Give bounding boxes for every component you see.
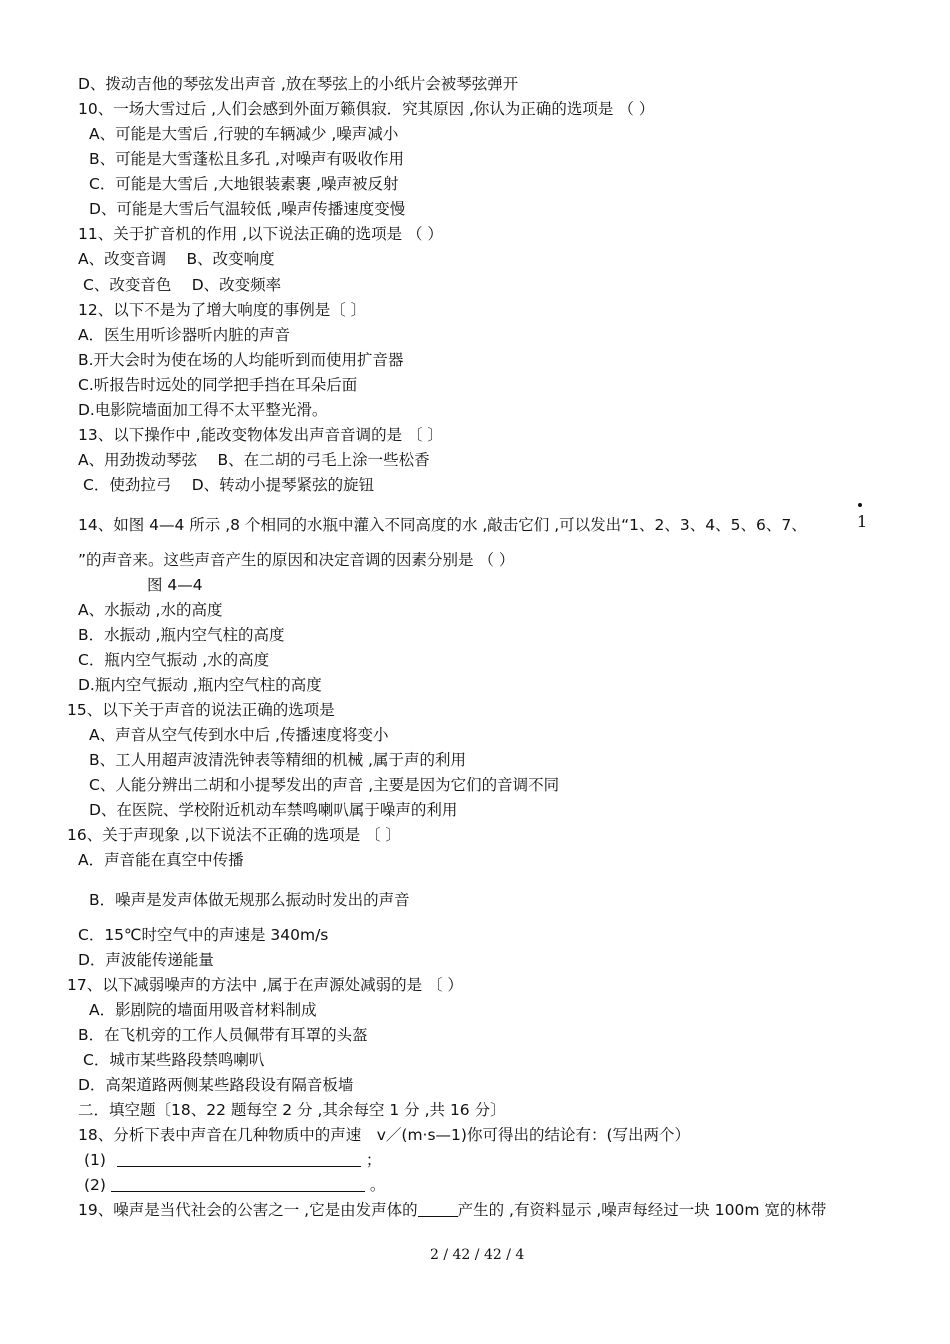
q14-stem-line1: 14、如图 4—4 所示 ,8 个相同的水瓶中灌入不同高度的水 ,敲击它们 ,可以发出“1、2、3、4、5、6、7、 <box>78 516 807 534</box>
q14-option-b: B．水振动 ,瓶内空气柱的高度 <box>78 626 285 644</box>
q17-option-a: A．影剧院的墙面用吸音材料制成 <box>89 1001 317 1019</box>
q12-stem: 12、以下不是为了增大响度的事例是〔 〕 <box>78 301 367 319</box>
q14-stem-line2: ”的声音来。这些声音产生的原因和决定音调的因素分别是 （ ） <box>78 551 515 569</box>
q10-option-b: B、可能是大雪蓬松且多孔 ,对噪声有吸收作用 <box>89 150 404 168</box>
q16-option-c: C．15℃时空气中的声速是 340m/s <box>78 926 329 944</box>
q17-stem: 17、以下减弱噪声的方法中 ,属于在声源处减弱的是 〔 ） <box>67 976 463 994</box>
q15-stem: 15、以下关于声音的说法正确的选项是 <box>67 701 335 719</box>
q10-option-c: C．可能是大雪后 ,大地银装素裹 ,噪声被反射 <box>89 175 399 193</box>
answer-line[interactable] <box>418 1200 458 1217</box>
q19-part-1: 19、噪声是当代社会的公害之一 ,它是由发声体的 <box>78 1201 418 1219</box>
q15-option-c: C、人能分辨出二胡和小提琴发出的声音 ,主要是因为它们的音调不同 <box>89 776 560 794</box>
q14-option-d: D.瓶内空气振动 ,瓶内空气柱的高度 <box>78 676 322 694</box>
q18-blank-2 <box>84 1174 385 1196</box>
q15-option-b: B、工人用超声波清洗钟表等精细的机械 ,属于声的利用 <box>89 751 466 769</box>
q18-blank-2-end: 。 <box>369 1176 386 1194</box>
q12-option-a: A．医生用听诊器听内脏的声音 <box>78 326 291 344</box>
q18-blank-1-label: (1) <box>84 1151 106 1169</box>
q14-option-c: C．瓶内空气振动 ,水的高度 <box>78 651 270 669</box>
q10-stem: 10、一场大雪过后 ,人们会感到外面万籁俱寂．究其原因 ,你认为正确的选项是 （ ） <box>78 100 655 118</box>
answer-line[interactable] <box>117 1150 361 1167</box>
q16-stem: 16、关于声现象 ,以下说法不正确的选项是 〔 〕 <box>67 826 401 844</box>
side-number: 1 <box>857 512 868 531</box>
q19-part-2: 产生的 ,有资料显示 ,噪声每经过一块 100m 宽的林带 <box>457 1201 827 1219</box>
q17-option-b: B．在飞机旁的工作人员佩带有耳罩的头盔 <box>78 1026 368 1044</box>
q12-option-c: C.听报告时远处的同学把手挡在耳朵后面 <box>78 376 358 394</box>
q18-stem: 18、分析下表中声音在几种物质中的声速 v／(m·s—1)你可得出的结论有：(写出两个） <box>78 1126 691 1144</box>
q11-options-ab: A、改变音调 B、改变响度 <box>78 250 275 268</box>
q15-option-a: A、声音从空气传到水中后 ,传播速度将变小 <box>89 726 389 744</box>
q11-options-cd: C、改变音色 D、改变频率 <box>83 276 282 294</box>
q17-option-c: C．城市某些路段禁鸣喇叭 <box>83 1051 265 1069</box>
q18-blank-2-label: (2) <box>84 1176 106 1194</box>
q17-option-d: D．高架道路两侧某些路段设有隔音板墙 <box>78 1076 354 1094</box>
q13-stem: 13、以下操作中 ,能改变物体发出声音音调的是 〔 〕 <box>78 426 443 444</box>
q16-option-b: B．噪声是发声体做无规那么振动时发出的声音 <box>89 891 410 909</box>
q12-option-d: D.电影院墙面加工得不太平整光滑。 <box>78 401 328 419</box>
q11-stem: 11、关于扩音机的作用 ,以下说法正确的选项是 （ ） <box>78 225 443 243</box>
section-fill-blank: 二．填空题〔18、22 题每空 2 分 ,其余每空 1 分 ,共 16 分〕 <box>78 1101 506 1119</box>
answer-line[interactable] <box>111 1175 365 1192</box>
q14-option-a: A、水振动 ,水的高度 <box>78 601 223 619</box>
q10-option-d: D、可能是大雪后气温较低 ,噪声传播速度变慢 <box>89 200 406 218</box>
q12-option-b: B.开大会时为使在场的人均能听到而使用扩音器 <box>78 351 404 369</box>
q10-option-a: A、可能是大雪后 ,行驶的车辆减少 ,噪声减小 <box>89 125 399 143</box>
q16-option-d: D．声波能传递能量 <box>78 951 214 969</box>
q13-options-cd: C．使劲拉弓 D、转动小提琴紧弦的旋钮 <box>83 476 375 494</box>
q13-options-ab: A、用劲拨动琴弦 B、在二胡的弓毛上涂一些松香 <box>78 451 430 469</box>
q15-option-d: D、在医院、学校附近机动车禁鸣喇叭属于噪声的利用 <box>89 801 458 819</box>
q18-blank-1-end: ； <box>365 1151 382 1169</box>
q19-stem <box>78 1199 826 1221</box>
q18-blank-1 <box>84 1149 381 1171</box>
page-number: 2 / 42 / 42 / 4 <box>430 1247 525 1263</box>
side-dot <box>858 503 862 507</box>
line-d-guitar: D、拨动吉他的琴弦发出声音 ,放在琴弦上的小纸片会被琴弦弹开 <box>78 75 519 93</box>
q16-option-a: A．声音能在真空中传播 <box>78 851 244 869</box>
figure-caption: 图 4—4 <box>147 576 203 594</box>
